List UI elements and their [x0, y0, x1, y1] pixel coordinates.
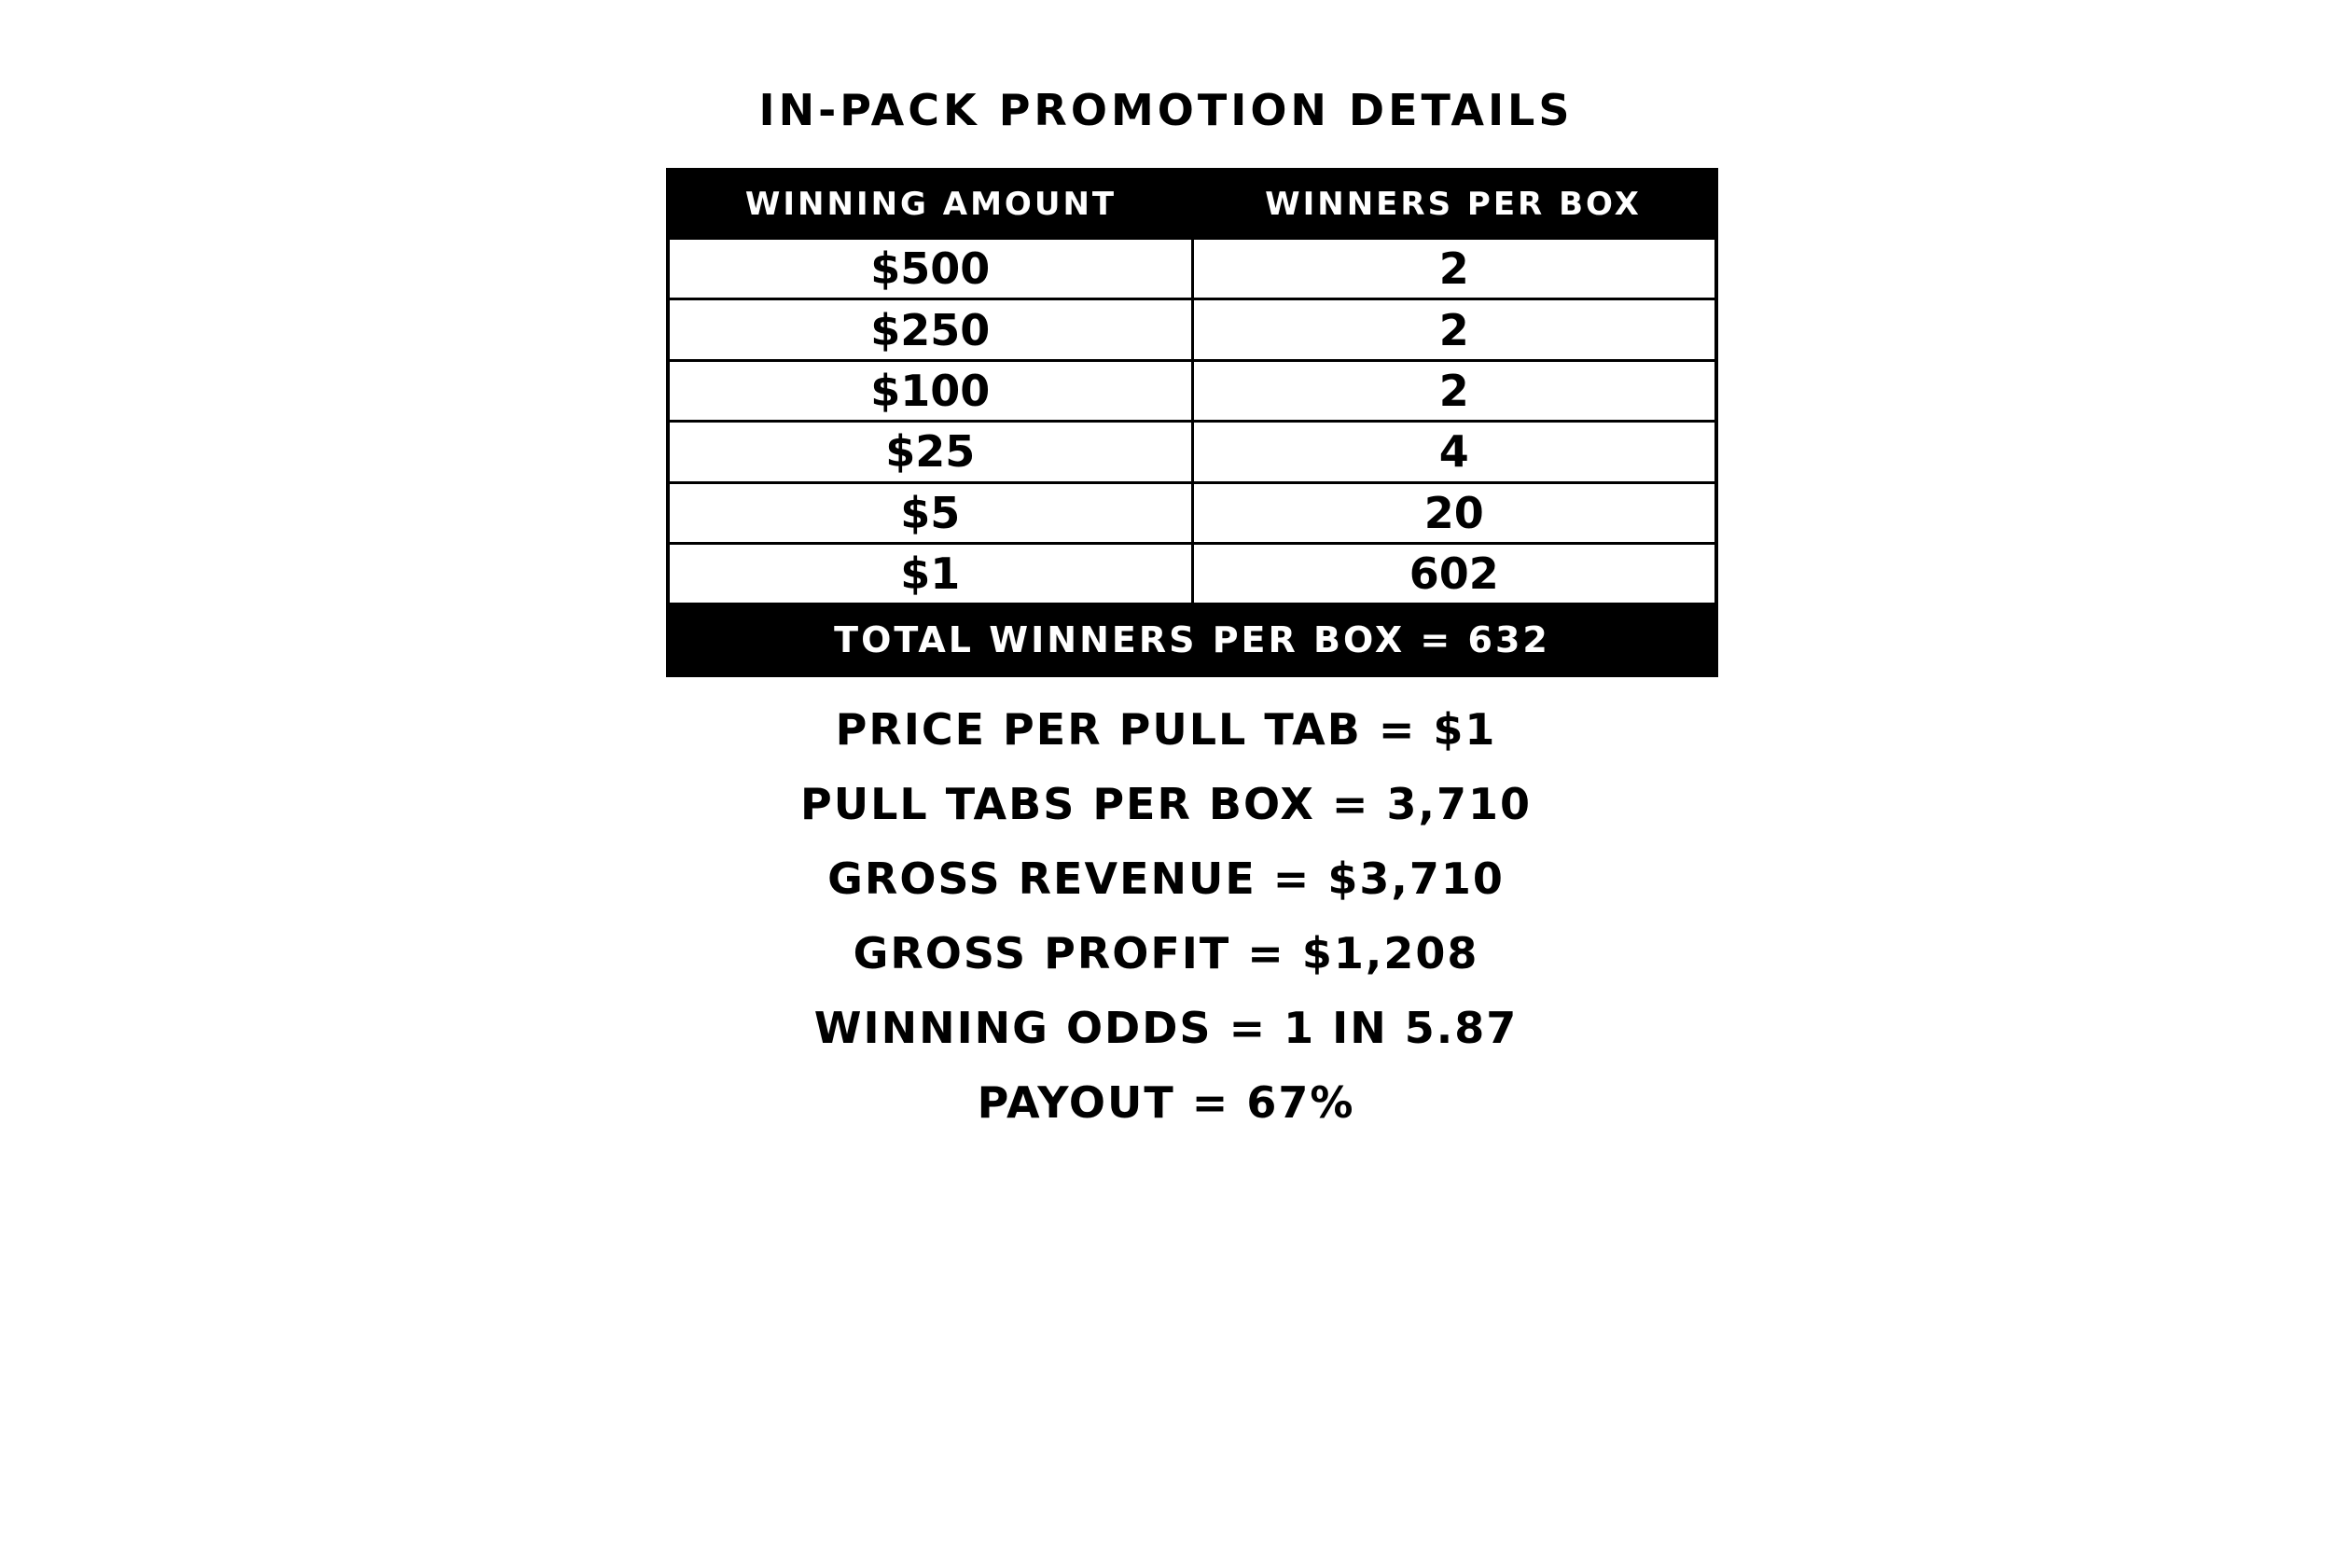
winning-odds: WINNING ODDS = 1 IN 5.87 [813, 1003, 1519, 1053]
winners-per-box-cell: 4 [1192, 422, 1716, 482]
payout: PAYOUT = 67% [977, 1077, 1355, 1128]
table-total-row [668, 604, 1716, 675]
gross-revenue: GROSS REVENUE = $3,710 [827, 853, 1505, 904]
winning-amount-cell: $1 [668, 544, 1192, 604]
winning-amount-cell: $100 [668, 360, 1192, 421]
winners-per-box-cell: 2 [1192, 239, 1716, 299]
winning-amount-cell: $500 [668, 239, 1192, 299]
page-title: IN-PACK PROMOTION DETAILS [758, 85, 1574, 135]
table-header-row [668, 170, 1716, 239]
column-header-winners-per-box: WINNERS PER BOX [1192, 170, 1716, 239]
winners-per-box-cell: 2 [1192, 299, 1716, 360]
winners-per-box-cell: 20 [1192, 482, 1716, 543]
table-row [668, 360, 1716, 421]
price-per-pull-tab: PRICE PER PULL TAB = $1 [835, 704, 1497, 755]
winning-amount-cell: $25 [668, 422, 1192, 482]
promotion-table [666, 168, 1718, 677]
winning-amount-cell: $250 [668, 299, 1192, 360]
table-row [668, 482, 1716, 543]
winning-amount-cell: $5 [668, 482, 1192, 543]
gross-profit: GROSS PROFIT = $1,208 [853, 928, 1479, 978]
promotion-stats [0, 692, 2332, 1140]
table-row [668, 544, 1716, 604]
pull-tabs-per-box: PULL TABS PER BOX = 3,710 [800, 779, 1532, 829]
total-winners-cell: TOTAL WINNERS PER BOX = 632 [668, 604, 1716, 675]
winners-per-box-cell: 2 [1192, 360, 1716, 421]
column-header-winning-amount: WINNING AMOUNT [668, 170, 1192, 239]
winners-per-box-cell: 602 [1192, 544, 1716, 604]
table-row [668, 422, 1716, 482]
table-row [668, 299, 1716, 360]
table-row [668, 239, 1716, 299]
